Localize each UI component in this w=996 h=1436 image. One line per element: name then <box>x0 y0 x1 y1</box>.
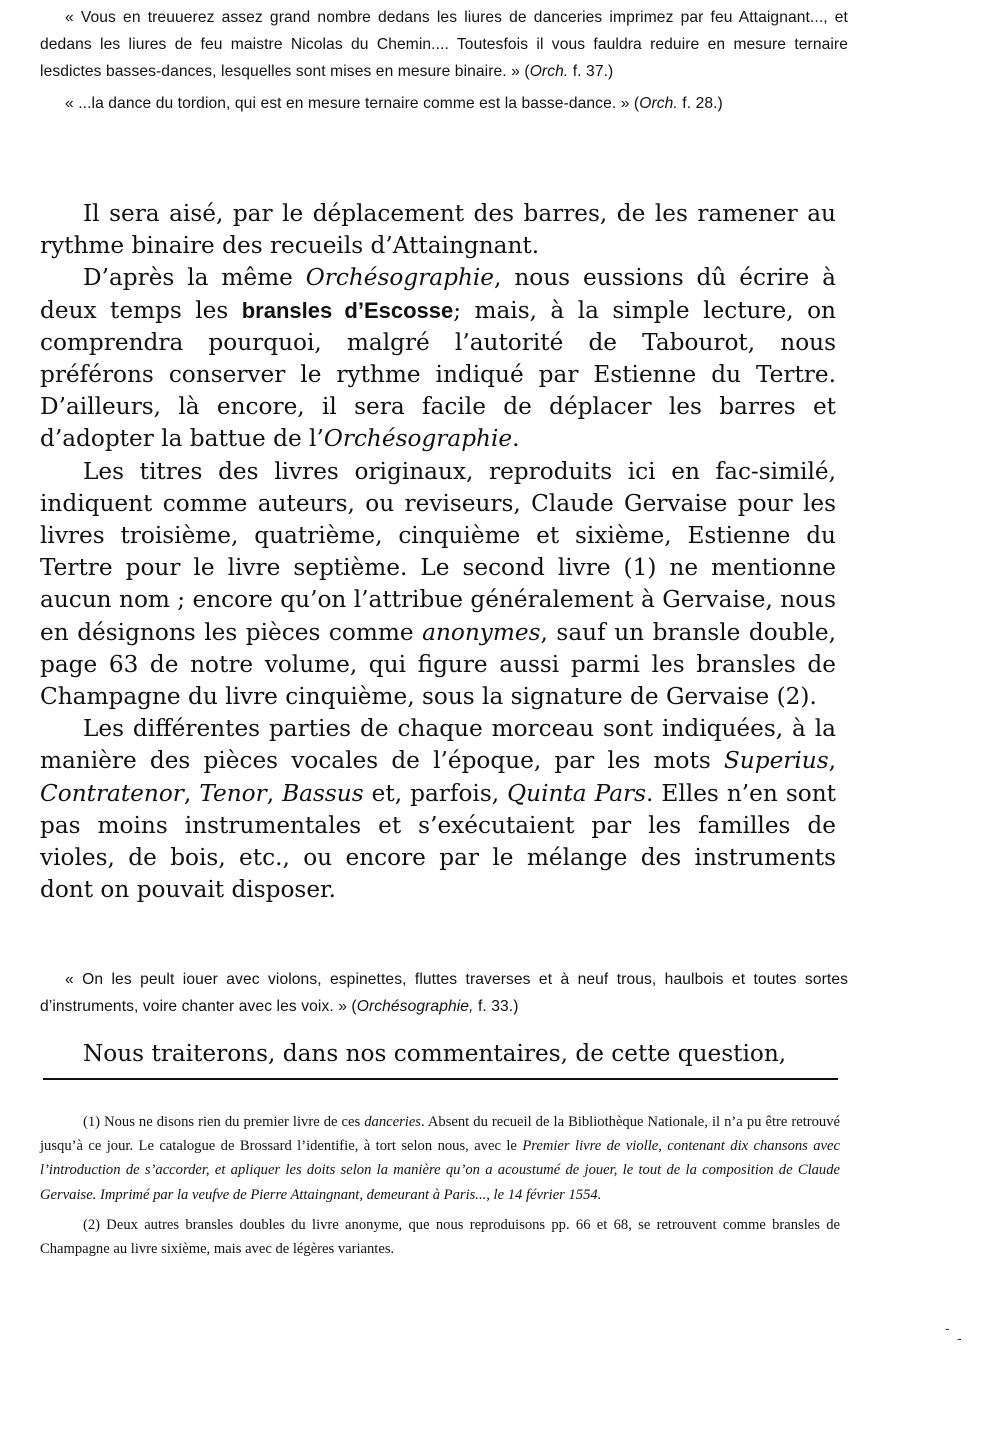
body-paragraph-4: Les différentes parties de chaque morceau sont indiquées, à la manière des pièces vocales de l’époque, par les mots Superius, Contratenor, Tenor, Bassus et, parfois, Quinta Pars. Elles n’en sont pas moins instrumentales et s’exécutaient par les familles de violes, de bois, etc., ou encore par le mélange des instruments dont on pouvait disposer. <box>40 715 836 904</box>
body-paragraph-2: D’après la même Orchésographie, nous eussions dû écrire à deux temps les bransles d’Escosse; mais, à la simple lecture, on comprendra pourquoi, malgré l’autorité de Tabourot, nous préférons conserver le rythme indiqué par Estienne du Tertre. D’ailleurs, là encore, il sera facile de déplacer les barres et d’adopter la battue de l’Orchésographie. <box>40 264 837 453</box>
quote-paragraph-2: « ...la dance du tordion, qui est en mesure ternaire comme est la basse-dance. » (Orch. f. 28.) <box>65 95 723 112</box>
margin-mark: - <box>945 1320 950 1336</box>
bold-term: bransles d’Escosse <box>241 297 454 323</box>
footnote-rule <box>43 1078 838 1080</box>
quote-block-1 <box>40 4 848 117</box>
quote-paragraph-3: « On les peult iouer avec violons, espinettes, fluttes traverses et à neuf trous, haulbois et toutes sortes d’instruments, voire chanter avec les voix. » (Orchésographie, f. 33.) <box>40 971 848 1015</box>
quote-paragraph-1: « Vous en treuuerez assez grand nombre dedans les liures de danceries imprimez par feu Attaignant..., et dedans les liures de feu maistre Nicolas du Chemin.... Toutesfois il vous fauldra reduire en mesure ternaire lesdictes basses-dances, lesquelles sont mises en mesure binaire. » (Orch. f. 37.) <box>40 9 848 80</box>
body-paragraph-1: Il sera aisé, par le déplacement des barres, de les ramener au rythme binaire des recueils d’Attaingnant. <box>40 200 836 260</box>
footnote-1: (1) Nous ne disons rien du premier livre de ces danceries. Absent du recueil de la Bibliothèque Nationale, il n’a pu être retrouvé jusqu’à ce jour. Le catalogue de Brossard l’identifie, à tort selon nous, avec le Premier livre de violle, contenant dix chansons avec l’introduction de s’accorder, et apliquer les doits selon la manière qu’on a acoustumé de jouer, le tout de la composition de Claude Gervaise. Imprimé par la veufve de Pierre Attaingnant, demeurant à Paris..., le 14 février 1554. <box>40 1114 841 1203</box>
quote-block-2 <box>40 966 848 1020</box>
body-text-1 <box>40 198 836 906</box>
footnotes <box>40 1110 840 1261</box>
body-text-2 <box>40 1038 836 1070</box>
citation: Orch. <box>529 63 569 80</box>
body-paragraph-5: Nous traiterons, dans nos commentaires, de cette question, <box>83 1040 787 1067</box>
citation: Orchésographie, <box>356 998 474 1015</box>
body-paragraph-3: Les titres des livres originaux, reproduits ici en fac-similé, indiquent comme auteurs, ou reviseurs, Claude Gervaise pour les livres troisième, quatrième, cinquième et sixième, Estienne du Tertre pour le livre septième. Le second livre (1) ne mentionne aucun nom ; encore qu’on l’attribue généralement à Gervaise, nous en désignons les pièces comme anonymes, sauf un bransle double, page 63 de notre volume, qui figure aussi parmi les bransles de Champagne du livre cinquième, sous la signature de Gervaise (2). <box>40 457 836 711</box>
citation: Orch. <box>639 95 678 112</box>
footnote-2: (2) Deux autres bransles doubles du livre anonyme, que nous reproduisons pp. 66 et 68, se retrouvent comme bransles de Champagne au livre sixième, mais avec de légères variantes. <box>40 1216 840 1258</box>
margin-mark: - <box>957 1330 962 1346</box>
